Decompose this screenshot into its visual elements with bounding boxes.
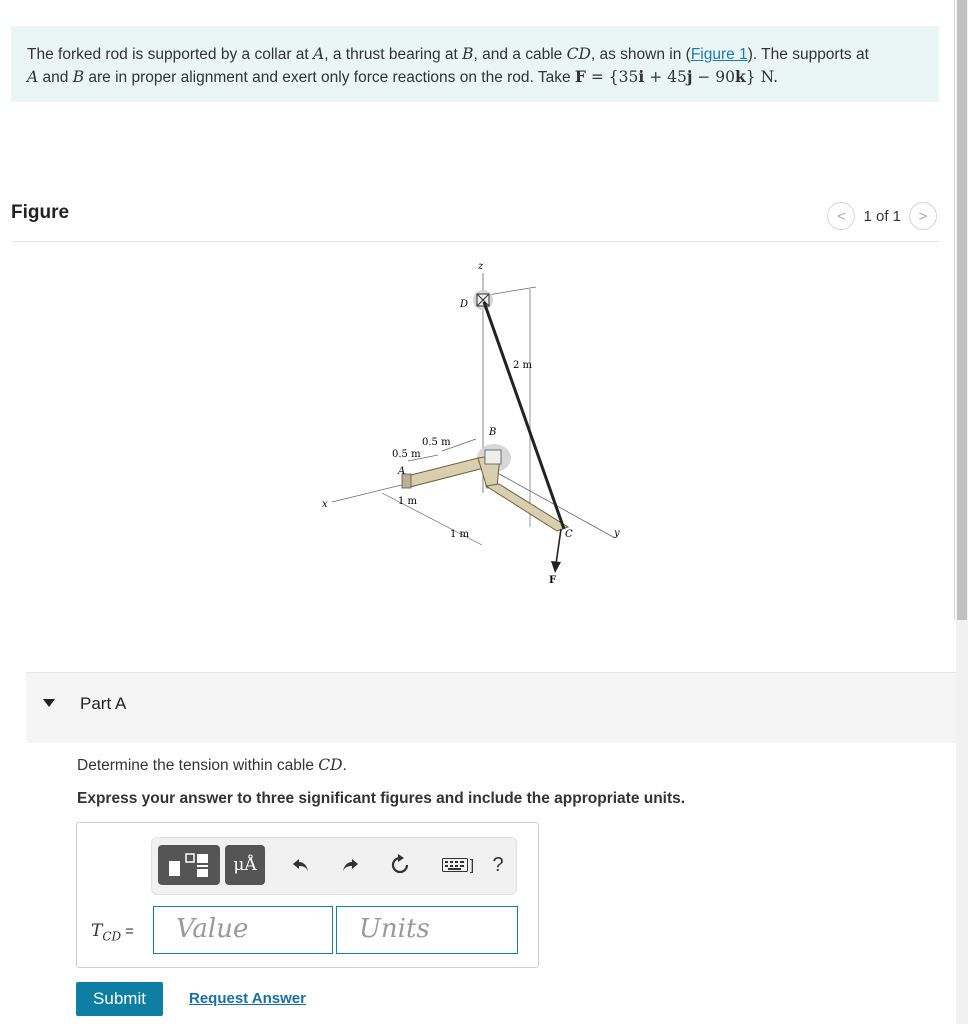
label-05m: 0.5 m — [392, 449, 421, 460]
force-f-arrow — [556, 529, 561, 564]
redo-icon — [340, 856, 360, 874]
instruction-text: Express your answer to three significant figures and include the appropriate units. — [77, 790, 686, 807]
redo-button[interactable] — [337, 852, 363, 878]
problem-text: and — [38, 69, 73, 86]
force-f-arrowhead — [551, 561, 561, 573]
label-1m: 1 m — [398, 496, 418, 507]
undo-icon — [291, 856, 311, 874]
units-symbol: μÅ — [233, 855, 257, 875]
problem-statement — [11, 26, 939, 102]
unit-i: i — [638, 67, 645, 86]
units-input[interactable] — [336, 906, 518, 954]
prev-figure-button[interactable] — [827, 202, 855, 230]
force-eq: + 45 — [644, 68, 687, 86]
units-placeholder: Units — [359, 914, 430, 944]
label-b: B — [489, 427, 497, 438]
help-icon: ? — [492, 853, 504, 876]
figure-header — [11, 198, 939, 234]
problem-text: , and a cable — [473, 46, 567, 63]
reset-button[interactable] — [387, 852, 413, 878]
label-y: y — [614, 528, 620, 539]
keyboard-button[interactable] — [436, 852, 480, 878]
submit-button[interactable]: Submit — [76, 982, 163, 1016]
forked-rod — [403, 458, 488, 487]
keyboard-icon — [442, 858, 468, 872]
undo-button[interactable] — [288, 852, 314, 878]
figure-title: Figure — [11, 202, 70, 223]
question-variable: CD — [318, 756, 343, 774]
force-eq: } N. — [745, 68, 779, 86]
answer-label-equals: = — [125, 923, 134, 940]
scrollbar[interactable] — [956, 0, 968, 1024]
label-2m: 2 m — [513, 360, 533, 371]
label-d: D — [460, 299, 469, 310]
force-eq: − 90 — [692, 68, 736, 86]
point-b: B — [462, 45, 474, 63]
help-button[interactable] — [485, 852, 511, 878]
force-eq: = {35 — [585, 68, 639, 86]
figure-nav — [827, 202, 937, 230]
y-axis — [483, 465, 615, 538]
label-a: A — [398, 466, 406, 477]
templates-icon — [167, 851, 211, 879]
math-toolbar — [151, 837, 517, 895]
figure-link[interactable]: Figure 1 — [690, 46, 748, 63]
label-05m: 0.5 m — [422, 437, 451, 448]
question-text — [77, 756, 347, 775]
next-figure-button[interactable] — [909, 202, 937, 230]
answer-box — [76, 822, 539, 968]
point-a: A — [27, 68, 39, 86]
answer-label — [91, 921, 134, 943]
answer-label-subscript: CD — [102, 929, 122, 944]
label-z: z — [478, 261, 484, 272]
force-vector: F — [574, 67, 586, 86]
divider — [11, 241, 939, 242]
point-b: B — [72, 68, 85, 86]
chevron-right-icon: > — [918, 207, 928, 225]
unit-k: k — [735, 67, 746, 86]
value-placeholder: Value — [176, 914, 249, 944]
divider — [954, 0, 955, 620]
dimension-line — [488, 287, 536, 295]
label-1m: 1 m — [450, 529, 470, 540]
cable-cd — [484, 302, 564, 529]
question-prefix: Determine the tension within cable — [77, 757, 319, 774]
units-button[interactable] — [225, 845, 265, 885]
problem-text: The forked rod is supported by a collar at — [27, 46, 314, 63]
request-answer-link[interactable]: Request Answer — [189, 990, 306, 1007]
templates-button[interactable] — [158, 845, 220, 885]
problem-text: , as shown in ( — [590, 46, 691, 63]
part-a-label: Part A — [80, 694, 127, 713]
keyboard-bracket: ] — [469, 856, 475, 874]
label-f: F — [549, 575, 557, 586]
point-a: A — [313, 45, 325, 63]
label-x: x — [322, 499, 328, 510]
label-c: C — [565, 529, 573, 540]
chevron-left-icon: < — [837, 207, 846, 225]
bearing-b — [485, 450, 501, 464]
figure-counter: 1 of 1 — [863, 207, 901, 225]
part-a-header[interactable] — [26, 672, 956, 743]
figure-diagram — [300, 255, 660, 595]
answer-label-symbol: T — [91, 921, 103, 941]
problem-text: are in proper alignment and exert only force reactions on the rod. Take — [84, 69, 575, 86]
problem-text: ). The supports at — [747, 46, 869, 63]
question-suffix: . — [342, 757, 347, 774]
problem-text: , a thrust bearing at — [324, 46, 463, 63]
cable-cd: CD — [566, 45, 591, 63]
scrollbar-thumb[interactable] — [957, 0, 967, 620]
caret-down-icon — [43, 699, 55, 707]
unit-j: j — [686, 67, 693, 86]
value-input[interactable] — [153, 906, 333, 954]
reset-icon — [389, 854, 411, 876]
